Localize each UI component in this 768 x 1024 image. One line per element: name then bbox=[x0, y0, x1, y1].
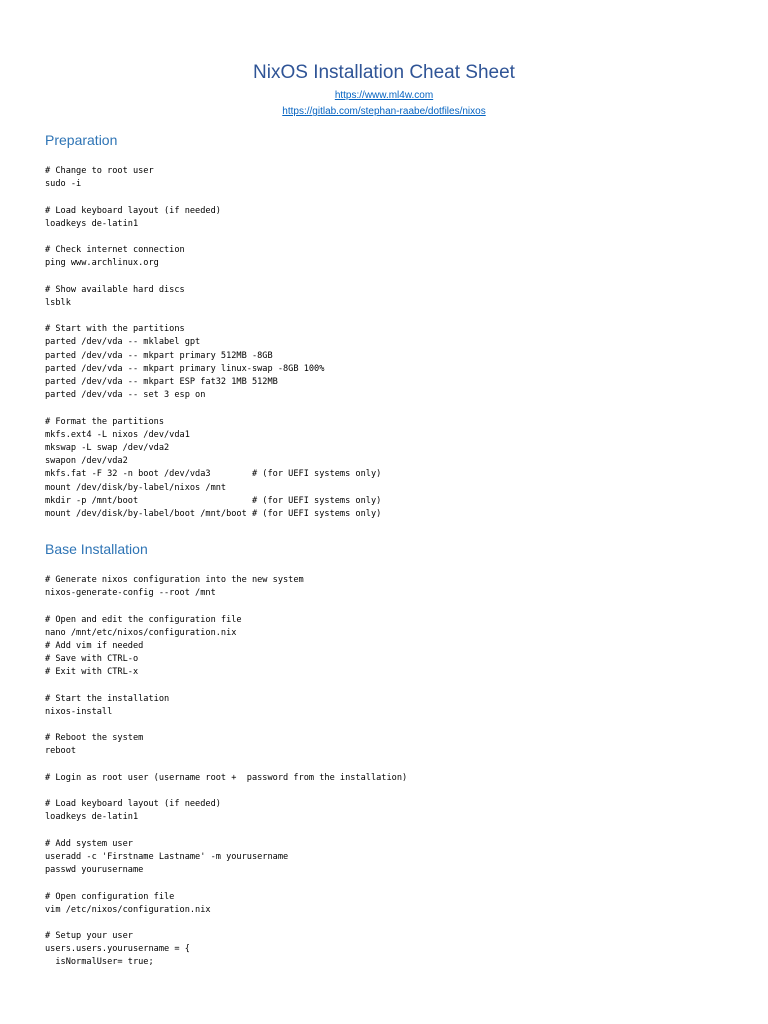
comment-line: # Change to root user bbox=[45, 166, 154, 176]
command-line: isNormalUser= true; bbox=[45, 957, 154, 968]
code-block-base-installation bbox=[45, 574, 407, 970]
code-block-preparation bbox=[45, 165, 381, 521]
comment-line: # Open configuration file bbox=[45, 891, 175, 902]
command-line: passwd yourusername bbox=[45, 865, 144, 876]
command-line: mount /dev/disk/by-label/nixos /mnt bbox=[45, 482, 227, 493]
command-line: mkdir -p /mnt/boot # (for UEFI systems only) bbox=[45, 495, 382, 506]
blank-line bbox=[45, 719, 407, 732]
gitlab-link[interactable]: https://gitlab.com/stephan-raabe/dotfiles/nixos bbox=[282, 106, 486, 117]
comment-line: # Add system user bbox=[45, 838, 133, 849]
comment-line: # Exit with CTRL-x bbox=[45, 667, 139, 678]
comment-line: # Reboot the system bbox=[45, 733, 144, 744]
blank-line bbox=[45, 917, 407, 930]
document-title: NixOS Installation Cheat Sheet bbox=[253, 62, 515, 83]
blank-line bbox=[45, 759, 407, 772]
comment-line: # Start with the partitions bbox=[45, 324, 185, 335]
comment-line: # Setup your user bbox=[45, 931, 133, 942]
blank-line bbox=[45, 785, 407, 798]
command-line: parted /dev/vda -- mklabel gpt bbox=[45, 337, 201, 348]
comment-line: # Format the partitions bbox=[45, 416, 164, 427]
command-line: parted /dev/vda -- set 3 esp on bbox=[45, 390, 206, 401]
blank-line bbox=[45, 191, 381, 204]
command-line: parted /dev/vda -- mkpart primary linux-swap -8GB 100% bbox=[45, 363, 325, 374]
command-line: loadkeys de-latin1 bbox=[45, 218, 139, 229]
comment-line: # Check internet connection bbox=[45, 245, 185, 256]
blank-line bbox=[45, 402, 381, 415]
command-line: lsblk bbox=[45, 297, 71, 308]
command-line: useradd -c 'Firstname Lastname' -m yourusername bbox=[45, 851, 289, 862]
comment-line: # Login as root user (username root + password from the installation) bbox=[45, 772, 408, 783]
website-link[interactable]: https://www.ml4w.com bbox=[334, 90, 434, 101]
command-line: vim /etc/nixos/configuration.nix bbox=[45, 904, 211, 915]
command-line: loadkeys de-latin1 bbox=[45, 812, 139, 823]
comment-line: # Save with CTRL-o bbox=[45, 654, 139, 665]
command-line: reboot bbox=[45, 746, 77, 757]
command-line: swapon /dev/vda2 bbox=[45, 456, 128, 467]
comment-line: # Show available hard discs bbox=[45, 284, 185, 295]
comment-line: # Load keyboard layout (if needed) bbox=[45, 205, 221, 216]
command-line: nixos-install bbox=[45, 706, 113, 717]
command-line: mount /dev/disk/by-label/boot /mnt/boot # (for UEFI systems only) bbox=[45, 508, 382, 519]
command-line: mkfs.ext4 -L nixos /dev/vda1 bbox=[45, 429, 190, 440]
blank-line bbox=[45, 825, 407, 838]
comment-line: # Start the installation bbox=[45, 693, 170, 704]
blank-line bbox=[45, 877, 407, 890]
comment-line: # Load keyboard layout (if needed) bbox=[45, 799, 221, 810]
comment-line: # Add vim if needed bbox=[45, 640, 144, 651]
command-line: nano /mnt/etc/nixos/configuration.nix bbox=[45, 627, 237, 638]
command-line: mkswap -L swap /dev/vda2 bbox=[45, 442, 170, 453]
blank-line bbox=[45, 271, 381, 284]
blank-line bbox=[45, 680, 407, 693]
command-line: ping www.archlinux.org bbox=[45, 258, 159, 269]
blank-line bbox=[45, 231, 381, 244]
section-heading-preparation: Preparation bbox=[45, 132, 118, 148]
blank-line bbox=[45, 310, 381, 323]
comment-line: # Generate nixos configuration into the new system bbox=[45, 575, 304, 585]
command-line: parted /dev/vda -- mkpart ESP fat32 1MB 512MB bbox=[45, 377, 278, 387]
section-heading-base-installation: Base Installation bbox=[45, 541, 148, 557]
command-line: parted /dev/vda -- mkpart primary 512MB -8GB bbox=[45, 350, 273, 361]
blank-line bbox=[45, 600, 407, 613]
command-line: mkfs.fat -F 32 -n boot /dev/vda3 # (for UEFI systems only) bbox=[45, 469, 382, 480]
command-line: sudo -i bbox=[45, 179, 82, 190]
command-line: users.users.yourusername = { bbox=[45, 944, 190, 955]
comment-line: # Open and edit the configuration file bbox=[45, 614, 242, 625]
command-line: nixos-generate-config --root /mnt bbox=[45, 588, 216, 599]
